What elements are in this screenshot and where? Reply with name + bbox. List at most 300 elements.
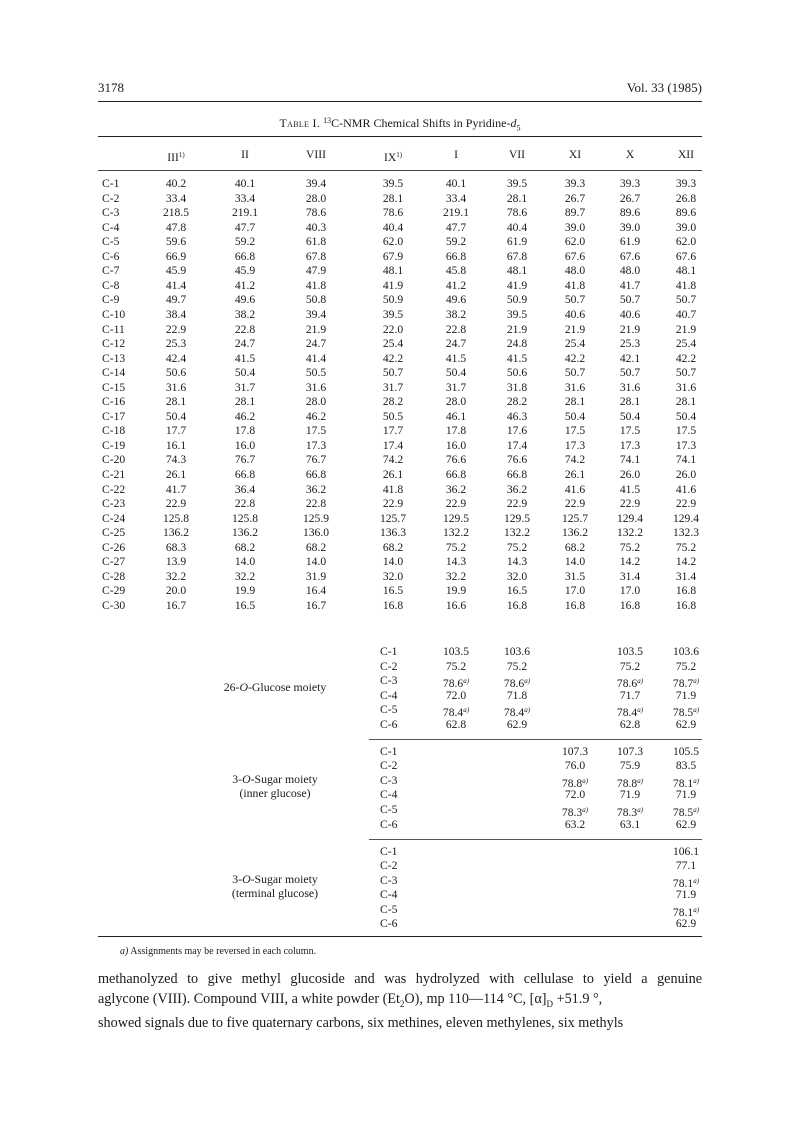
shift-value: 48.0 xyxy=(564,264,586,277)
shift-value: 39.5 xyxy=(506,177,528,190)
moiety-shift-value: 78.6$^{a)}$ xyxy=(616,677,644,690)
shift-value: 219.1 xyxy=(231,206,259,219)
shift-value: 125.7 xyxy=(379,512,407,525)
row-label: C-13 xyxy=(102,352,126,365)
shift-value: 129.5 xyxy=(442,512,470,525)
shift-value: 21.9 xyxy=(564,323,586,336)
shift-value: 41.4 xyxy=(165,279,187,292)
row-label: C-23 xyxy=(102,497,126,510)
shift-value: 22.8 xyxy=(234,497,256,510)
shift-value: 68.3 xyxy=(165,541,187,554)
shift-value: 14.3 xyxy=(506,555,528,568)
shift-value: 28.1 xyxy=(506,192,528,205)
moiety-shift-value: 62.9 xyxy=(675,917,697,930)
table-top-rule xyxy=(98,136,702,137)
shift-value: 20.0 xyxy=(165,584,187,597)
shift-value: 31.7 xyxy=(382,381,404,394)
shift-value: 50.7 xyxy=(675,293,697,306)
shift-value: 32.0 xyxy=(382,570,404,583)
shift-value: 76.6 xyxy=(445,453,467,466)
shift-value: 129.4 xyxy=(616,512,644,525)
column-header-vii: VII xyxy=(508,148,526,161)
shift-value: 48.0 xyxy=(619,264,641,277)
shift-value: 17.3 xyxy=(305,439,327,452)
table-footnote: a) Assignments may be reversed in each column. xyxy=(120,946,317,957)
shift-value: 33.4 xyxy=(234,192,256,205)
moiety-shift-value: 76.0 xyxy=(564,759,586,772)
shift-value: 59.2 xyxy=(445,235,467,248)
body-paragraph xyxy=(98,970,702,1033)
shift-value: 132.3 xyxy=(672,526,700,539)
row-label: C-20 xyxy=(102,453,126,466)
shift-value: 16.5 xyxy=(234,599,256,612)
shift-value: 61.9 xyxy=(506,235,528,248)
moiety-row-label: C-4 xyxy=(380,788,398,801)
moiety-label-line: (inner glucose) xyxy=(239,786,311,800)
shift-value: 17.7 xyxy=(165,424,187,437)
shift-value: 39.0 xyxy=(564,221,586,234)
shift-value: 31.6 xyxy=(619,381,641,394)
row-label: C-12 xyxy=(102,337,126,350)
shift-value: 17.4 xyxy=(506,439,528,452)
shift-value: 67.6 xyxy=(675,250,697,263)
shift-value: 42.1 xyxy=(619,352,641,365)
shift-value: 50.4 xyxy=(445,366,467,379)
page-header xyxy=(98,80,702,96)
volume-label: Vol. 33 (1985) xyxy=(626,80,702,95)
shift-value: 50.7 xyxy=(675,366,697,379)
shift-value: 50.7 xyxy=(619,366,641,379)
row-label: C-2 xyxy=(102,192,120,205)
shift-value: 41.6 xyxy=(675,483,697,496)
shift-value: 125.8 xyxy=(162,512,190,525)
shift-value: 47.8 xyxy=(165,221,187,234)
shift-value: 26.0 xyxy=(619,468,641,481)
row-label: C-5 xyxy=(102,235,120,248)
shift-value: 41.8 xyxy=(564,279,586,292)
moiety-shift-value: 78.8$^{a)}$ xyxy=(561,777,589,790)
moiety-shift-value: 71.9 xyxy=(619,788,641,801)
shift-value: 41.5 xyxy=(506,352,528,365)
moiety-shift-value: 78.8$^{a)}$ xyxy=(616,777,644,790)
shift-value: 22.9 xyxy=(619,497,641,510)
shift-value: 40.3 xyxy=(305,221,327,234)
shift-value: 68.2 xyxy=(305,541,327,554)
moiety-label xyxy=(200,872,350,900)
shift-value: 22.9 xyxy=(382,497,404,510)
shift-value: 50.7 xyxy=(564,293,586,306)
shift-value: 40.6 xyxy=(564,308,586,321)
row-label: C-28 xyxy=(102,570,126,583)
shift-value: 17.7 xyxy=(382,424,404,437)
shift-value: 24.7 xyxy=(445,337,467,350)
moiety-shift-value: 103.6 xyxy=(672,645,700,658)
shift-value: 19.9 xyxy=(445,584,467,597)
column-header-ii: II xyxy=(241,148,249,161)
shift-value: 75.2 xyxy=(675,541,697,554)
moiety-shift-value: 106.1 xyxy=(672,845,700,858)
moiety-row-label: C-3 xyxy=(380,774,398,787)
row-label: C-11 xyxy=(102,323,125,336)
shift-value: 14.2 xyxy=(675,555,697,568)
shift-value: 17.5 xyxy=(675,424,697,437)
row-label: C-1 xyxy=(102,177,120,190)
column-header-viii: VIII xyxy=(306,148,326,161)
shift-value: 21.9 xyxy=(675,323,697,336)
shift-value: 17.5 xyxy=(564,424,586,437)
moiety-shift-value: 75.9 xyxy=(619,759,641,772)
shift-value: 24.7 xyxy=(234,337,256,350)
row-label: C-8 xyxy=(102,279,120,292)
shift-value: 74.1 xyxy=(619,453,641,466)
moiety-shift-value: 71.9 xyxy=(675,788,697,801)
moiety-label-line: 3-O-Sugar moiety xyxy=(232,872,318,886)
shift-value: 136.2 xyxy=(561,526,589,539)
shift-value: 31.8 xyxy=(506,381,528,394)
shift-value: 39.3 xyxy=(564,177,586,190)
shift-value: 50.4 xyxy=(619,410,641,423)
moiety-label xyxy=(200,772,350,800)
moiety-shift-value: 71.8 xyxy=(506,689,528,702)
shift-value: 38.2 xyxy=(234,308,256,321)
shift-value: 28.0 xyxy=(305,395,327,408)
shift-value: 41.2 xyxy=(445,279,467,292)
shift-value: 39.3 xyxy=(619,177,641,190)
shift-value: 28.1 xyxy=(165,395,187,408)
header-rule xyxy=(98,101,702,102)
shift-value: 74.1 xyxy=(675,453,697,466)
shift-value: 66.9 xyxy=(165,250,187,263)
shift-value: 17.3 xyxy=(564,439,586,452)
shift-value: 125.7 xyxy=(561,512,589,525)
shift-value: 49.7 xyxy=(165,293,187,306)
moiety-shift-value: 71.9 xyxy=(675,689,697,702)
shift-value: 17.4 xyxy=(382,439,404,452)
row-label: C-18 xyxy=(102,424,126,437)
moiety-shift-value: 72.0 xyxy=(564,788,586,801)
shift-value: 75.2 xyxy=(445,541,467,554)
shift-value: 40.1 xyxy=(234,177,256,190)
moiety-shift-value: 83.5 xyxy=(675,759,697,772)
shift-value: 16.8 xyxy=(675,599,697,612)
shift-value: 22.0 xyxy=(382,323,404,336)
shift-value: 46.2 xyxy=(305,410,327,423)
row-label: C-17 xyxy=(102,410,126,423)
row-label: C-15 xyxy=(102,381,126,394)
row-label: C-14 xyxy=(102,366,126,379)
table-bottom-rule xyxy=(98,936,702,937)
column-header-iii: III$^{1)}$ xyxy=(167,151,185,164)
moiety-row-label: C-2 xyxy=(380,660,398,673)
shift-value: 28.1 xyxy=(675,395,697,408)
shift-value: 76.7 xyxy=(234,453,256,466)
shift-value: 28.1 xyxy=(564,395,586,408)
shift-value: 42.2 xyxy=(564,352,586,365)
shift-value: 61.8 xyxy=(305,235,327,248)
shift-value: 48.1 xyxy=(506,264,528,277)
moiety-label xyxy=(200,680,350,694)
shift-value: 26.0 xyxy=(675,468,697,481)
column-header-x: X xyxy=(625,148,635,161)
shift-value: 42.2 xyxy=(382,352,404,365)
moiety-shift-value: 107.3 xyxy=(561,745,589,758)
shift-value: 39.3 xyxy=(675,177,697,190)
shift-value: 89.7 xyxy=(564,206,586,219)
shift-value: 17.0 xyxy=(564,584,586,597)
shift-value: 132.2 xyxy=(503,526,531,539)
column-header-ix: IX$^{1)}$ xyxy=(383,151,403,164)
shift-value: 26.8 xyxy=(675,192,697,205)
shift-value: 28.2 xyxy=(506,395,528,408)
row-label: C-10 xyxy=(102,308,126,321)
shift-value: 74.3 xyxy=(165,453,187,466)
shift-value: 62.0 xyxy=(564,235,586,248)
shift-value: 67.6 xyxy=(564,250,586,263)
shift-value: 59.2 xyxy=(234,235,256,248)
shift-value: 16.7 xyxy=(305,599,327,612)
shift-value: 45.9 xyxy=(165,264,187,277)
shift-value: 36.2 xyxy=(305,483,327,496)
shift-value: 42.2 xyxy=(675,352,697,365)
shift-value: 13.9 xyxy=(165,555,187,568)
row-label: C-19 xyxy=(102,439,126,452)
shift-value: 59.6 xyxy=(165,235,187,248)
shift-value: 40.6 xyxy=(619,308,641,321)
moiety-shift-value: 78.6$^{a)}$ xyxy=(442,677,470,690)
shift-value: 50.6 xyxy=(165,366,187,379)
shift-value: 136.2 xyxy=(162,526,190,539)
shift-value: 47.7 xyxy=(445,221,467,234)
shift-value: 129.4 xyxy=(672,512,700,525)
shift-value: 50.4 xyxy=(564,410,586,423)
shift-value: 16.5 xyxy=(382,584,404,597)
shift-value: 14.0 xyxy=(382,555,404,568)
shift-value: 40.4 xyxy=(506,221,528,234)
shift-value: 46.2 xyxy=(234,410,256,423)
shift-value: 14.0 xyxy=(564,555,586,568)
shift-value: 47.7 xyxy=(234,221,256,234)
shift-value: 22.9 xyxy=(445,497,467,510)
shift-value: 25.4 xyxy=(382,337,404,350)
shift-value: 31.9 xyxy=(305,570,327,583)
shift-value: 39.4 xyxy=(305,308,327,321)
column-header-xi: XI xyxy=(568,148,582,161)
row-label: C-9 xyxy=(102,293,120,306)
shift-value: 22.8 xyxy=(445,323,467,336)
shift-value: 17.6 xyxy=(506,424,528,437)
shift-value: 50.8 xyxy=(305,293,327,306)
moiety-shift-value: 75.2 xyxy=(619,660,641,673)
shift-value: 28.0 xyxy=(305,192,327,205)
shift-value: 16.0 xyxy=(234,439,256,452)
shift-value: 14.2 xyxy=(619,555,641,568)
moiety-row-label: C-1 xyxy=(380,845,398,858)
shift-value: 47.9 xyxy=(305,264,327,277)
shift-value: 78.6 xyxy=(305,206,327,219)
moiety-separator xyxy=(369,839,702,840)
shift-value: 132.2 xyxy=(442,526,470,539)
shift-value: 136.3 xyxy=(379,526,407,539)
shift-value: 48.1 xyxy=(675,264,697,277)
shift-value: 14.0 xyxy=(234,555,256,568)
shift-value: 50.7 xyxy=(382,366,404,379)
shift-value: 45.8 xyxy=(445,264,467,277)
shift-value: 89.6 xyxy=(619,206,641,219)
shift-value: 32.2 xyxy=(165,570,187,583)
shift-value: 26.1 xyxy=(382,468,404,481)
column-header-xii: XII xyxy=(677,148,695,161)
shift-value: 66.8 xyxy=(305,468,327,481)
shift-value: 17.3 xyxy=(675,439,697,452)
shift-value: 31.5 xyxy=(564,570,586,583)
row-label: C-30 xyxy=(102,599,126,612)
shift-value: 125.8 xyxy=(231,512,259,525)
moiety-shift-value: 105.5 xyxy=(672,745,700,758)
moiety-shift-value: 75.2 xyxy=(506,660,528,673)
moiety-row-label: C-5 xyxy=(380,703,398,716)
row-label: C-25 xyxy=(102,526,126,539)
shift-value: 50.4 xyxy=(234,366,256,379)
shift-value: 67.9 xyxy=(382,250,404,263)
shift-value: 66.8 xyxy=(234,250,256,263)
moiety-shift-value: 78.5$^{a)}$ xyxy=(672,806,700,819)
shift-value: 41.5 xyxy=(619,483,641,496)
shift-value: 26.7 xyxy=(619,192,641,205)
moiety-row-label: C-1 xyxy=(380,745,398,758)
shift-value: 50.5 xyxy=(382,410,404,423)
shift-value: 17.8 xyxy=(445,424,467,437)
shift-value: 39.5 xyxy=(506,308,528,321)
row-label: C-3 xyxy=(102,206,120,219)
shift-value: 61.9 xyxy=(619,235,641,248)
shift-value: 16.8 xyxy=(619,599,641,612)
shift-value: 16.8 xyxy=(382,599,404,612)
shift-value: 46.1 xyxy=(445,410,467,423)
shift-value: 41.9 xyxy=(506,279,528,292)
shift-value: 40.1 xyxy=(445,177,467,190)
shift-value: 76.7 xyxy=(305,453,327,466)
moiety-shift-value: 78.1$^{a)}$ xyxy=(672,906,700,919)
shift-value: 39.5 xyxy=(382,177,404,190)
moiety-row-label: C-1 xyxy=(380,645,398,658)
shift-value: 39.0 xyxy=(619,221,641,234)
moiety-shift-value: 62.9 xyxy=(506,718,528,731)
shift-value: 50.7 xyxy=(619,293,641,306)
shift-value: 24.8 xyxy=(506,337,528,350)
shift-value: 66.8 xyxy=(445,250,467,263)
shift-value: 25.3 xyxy=(619,337,641,350)
shift-value: 36.2 xyxy=(506,483,528,496)
shift-value: 41.5 xyxy=(234,352,256,365)
page-number: 3178 xyxy=(98,80,124,95)
shift-value: 32.0 xyxy=(506,570,528,583)
shift-value: 32.2 xyxy=(234,570,256,583)
row-label: C-24 xyxy=(102,512,126,525)
shift-value: 50.7 xyxy=(564,366,586,379)
shift-value: 39.5 xyxy=(382,308,404,321)
moiety-shift-value: 63.2 xyxy=(564,818,586,831)
shift-value: 41.7 xyxy=(165,483,187,496)
shift-value: 17.3 xyxy=(619,439,641,452)
shift-value: 14.0 xyxy=(305,555,327,568)
shift-value: 67.8 xyxy=(305,250,327,263)
moiety-row-label: C-2 xyxy=(380,759,398,772)
shift-value: 19.9 xyxy=(234,584,256,597)
header-rule-bottom xyxy=(98,170,702,171)
row-label: C-27 xyxy=(102,555,126,568)
body-line: showed signals due to five quaternary carbons, six methines, eleven methylenes, six methyls xyxy=(98,1014,624,1031)
shift-value: 24.7 xyxy=(305,337,327,350)
moiety-shift-value: 78.4$^{a)}$ xyxy=(442,706,470,719)
shift-value: 16.0 xyxy=(445,439,467,452)
shift-value: 66.8 xyxy=(506,468,528,481)
shift-value: 136.2 xyxy=(231,526,259,539)
moiety-row-label: C-5 xyxy=(380,803,398,816)
shift-value: 50.9 xyxy=(382,293,404,306)
table-caption-label: Table I. xyxy=(279,116,321,130)
moiety-row-label: C-5 xyxy=(380,903,398,916)
shift-value: 68.2 xyxy=(382,541,404,554)
shift-value: 46.3 xyxy=(506,410,528,423)
shift-value: 39.4 xyxy=(305,177,327,190)
shift-value: 25.4 xyxy=(564,337,586,350)
moiety-shift-value: 103.5 xyxy=(616,645,644,658)
moiety-shift-value: 78.3$^{a)}$ xyxy=(616,806,644,819)
shift-value: 39.0 xyxy=(675,221,697,234)
shift-value: 78.6 xyxy=(506,206,528,219)
shift-value: 136.0 xyxy=(302,526,330,539)
moiety-row-label: C-6 xyxy=(380,818,398,831)
shift-value: 31.4 xyxy=(675,570,697,583)
shift-value: 22.9 xyxy=(506,497,528,510)
shift-value: 62.0 xyxy=(675,235,697,248)
moiety-label-line: 3-O-Sugar moiety xyxy=(232,772,318,786)
moiety-shift-value: 78.4$^{a)}$ xyxy=(616,706,644,719)
moiety-separator xyxy=(369,739,702,740)
shift-value: 40.7 xyxy=(675,308,697,321)
shift-value: 16.6 xyxy=(445,599,467,612)
moiety-label-line: (terminal glucose) xyxy=(231,886,319,900)
row-label: C-26 xyxy=(102,541,126,554)
row-label: C-16 xyxy=(102,395,126,408)
shift-value: 22.8 xyxy=(305,497,327,510)
shift-value: 33.4 xyxy=(445,192,467,205)
shift-value: 41.2 xyxy=(234,279,256,292)
shift-value: 49.6 xyxy=(445,293,467,306)
shift-value: 31.7 xyxy=(445,381,467,394)
moiety-shift-value: 78.1$^{a)}$ xyxy=(672,777,700,790)
shift-value: 75.2 xyxy=(619,541,641,554)
row-label: C-7 xyxy=(102,264,120,277)
shift-value: 17.5 xyxy=(305,424,327,437)
shift-value: 67.6 xyxy=(619,250,641,263)
shift-value: 129.5 xyxy=(503,512,531,525)
shift-value: 41.5 xyxy=(445,352,467,365)
shift-value: 31.6 xyxy=(675,381,697,394)
shift-value: 26.1 xyxy=(165,468,187,481)
shift-value: 28.1 xyxy=(234,395,256,408)
body-line: aglycone (VIII). Compound VIII, a white powder $(Et_2O)$, mp 110—114 °C, $[\alpha]_D +51.9$ °, xyxy=(98,990,603,1009)
shift-value: 38.4 xyxy=(165,308,187,321)
shift-value: 42.4 xyxy=(165,352,187,365)
moiety-shift-value: 75.2 xyxy=(675,660,697,673)
table-caption xyxy=(98,116,702,132)
moiety-shift-value: 103.6 xyxy=(503,645,531,658)
shift-value: 66.8 xyxy=(445,468,467,481)
shift-value: 218.5 xyxy=(162,206,190,219)
shift-value: 16.1 xyxy=(165,439,187,452)
shift-value: 41.6 xyxy=(564,483,586,496)
